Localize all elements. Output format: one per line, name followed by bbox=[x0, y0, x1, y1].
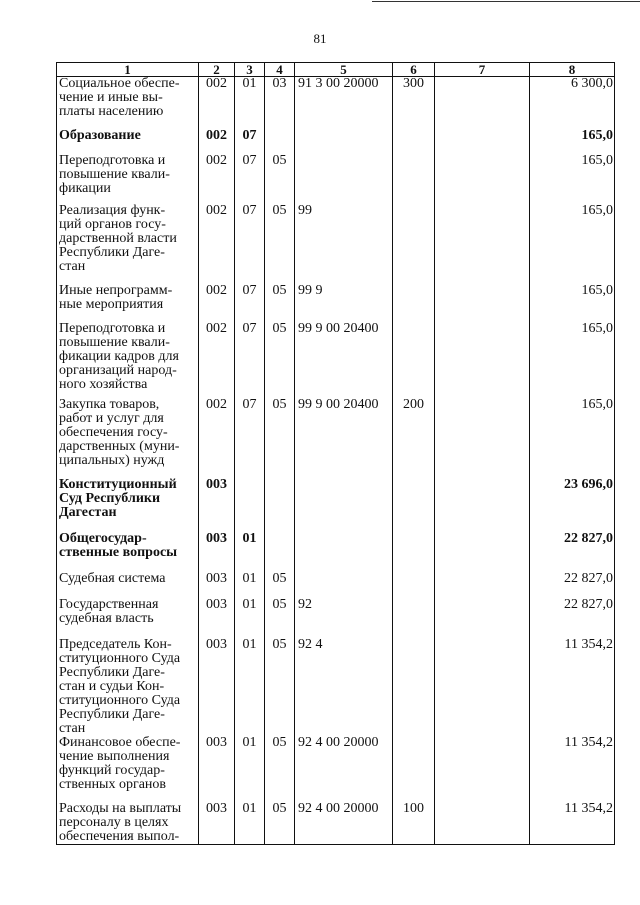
expense-type-cell bbox=[393, 129, 435, 154]
item-code-cell bbox=[265, 129, 295, 154]
row-name-cell bbox=[57, 129, 199, 154]
subsection-code-cell bbox=[235, 478, 265, 532]
target-article-cell bbox=[295, 572, 393, 598]
expense-type-cell: 200 bbox=[393, 398, 435, 478]
item-code-cell: 05 bbox=[265, 284, 295, 322]
target-article-cell: 99 bbox=[295, 204, 393, 284]
amount-cell: 165,0 bbox=[530, 204, 615, 284]
header-col-7: 7 bbox=[435, 63, 530, 77]
row-name-line: ственные вопросы bbox=[59, 544, 178, 560]
header-col-4: 4 bbox=[265, 63, 295, 77]
table-row bbox=[57, 398, 615, 478]
table-row bbox=[57, 129, 615, 154]
section-code-cell: 003 bbox=[199, 598, 235, 638]
item-code-cell: 05 bbox=[265, 598, 295, 638]
row-name-cell bbox=[57, 204, 199, 284]
item-code-cell: 05 bbox=[265, 802, 295, 845]
amount-cell: 165,0 bbox=[530, 129, 615, 154]
page-number: 81 bbox=[313, 31, 327, 46]
section-code-cell: 003 bbox=[199, 572, 235, 598]
table-row bbox=[57, 204, 615, 284]
target-article-cell: 99 9 00 20400 bbox=[295, 398, 393, 478]
header-row bbox=[57, 63, 615, 77]
row-name-cell bbox=[57, 736, 199, 802]
row-name-line: Реализация функ- bbox=[59, 202, 166, 218]
column-7-cell bbox=[435, 129, 530, 154]
table-body bbox=[57, 77, 615, 845]
subsection-code-cell: 01 bbox=[235, 638, 265, 736]
expense-type-cell bbox=[393, 284, 435, 322]
table-row bbox=[57, 736, 615, 802]
expense-type-cell bbox=[393, 204, 435, 284]
row-name-line: Финансовое обеспе- bbox=[59, 734, 181, 750]
row-name-line: организаций народ- bbox=[59, 362, 177, 378]
table-row bbox=[57, 284, 615, 322]
row-name-line: персоналу в целях bbox=[59, 814, 169, 830]
row-name-line: функций государ- bbox=[59, 762, 165, 778]
subsection-code-cell: 01 bbox=[235, 532, 265, 572]
section-code-cell: 002 bbox=[199, 398, 235, 478]
amount-cell: 165,0 bbox=[530, 398, 615, 478]
subsection-code-cell: 01 bbox=[235, 736, 265, 802]
row-name-line: фикации bbox=[59, 180, 111, 196]
section-code-cell: 002 bbox=[199, 77, 235, 129]
target-article-cell: 92 4 00 20000 bbox=[295, 736, 393, 802]
item-code-cell: 05 bbox=[265, 638, 295, 736]
amount-cell: 165,0 bbox=[530, 284, 615, 322]
row-name-line: платы населению bbox=[59, 104, 164, 119]
column-7-cell bbox=[435, 598, 530, 638]
row-name-cell bbox=[57, 478, 199, 532]
row-name-line: Образование bbox=[59, 127, 141, 143]
row-name-line: Переподготовка и bbox=[59, 152, 166, 168]
row-name-line: ные мероприятия bbox=[59, 296, 164, 312]
row-name-line: Республики Даге- bbox=[59, 706, 165, 722]
target-article-cell bbox=[295, 154, 393, 204]
item-code-cell bbox=[265, 478, 295, 532]
header-col-1: 1 bbox=[57, 63, 199, 77]
expense-type-cell bbox=[393, 154, 435, 204]
header-col-8: 8 bbox=[530, 63, 615, 77]
row-name-cell bbox=[57, 77, 199, 129]
target-article-cell bbox=[295, 532, 393, 572]
expense-type-cell bbox=[393, 598, 435, 638]
column-7-cell bbox=[435, 284, 530, 322]
amount-cell: 22 827,0 bbox=[530, 532, 615, 572]
table-row bbox=[57, 77, 615, 129]
budget-table bbox=[56, 62, 615, 845]
section-code-cell: 003 bbox=[199, 802, 235, 845]
subsection-code-cell: 07 bbox=[235, 398, 265, 478]
item-code-cell: 05 bbox=[265, 398, 295, 478]
target-article-cell: 92 bbox=[295, 598, 393, 638]
row-name-line: работ и услуг для bbox=[59, 410, 164, 426]
subsection-code-cell: 01 bbox=[235, 802, 265, 845]
expense-type-cell bbox=[393, 532, 435, 572]
row-name-cell bbox=[57, 572, 199, 598]
expense-type-cell: 300 bbox=[393, 77, 435, 129]
expense-type-cell bbox=[393, 478, 435, 532]
row-name-line: ций органов госу- bbox=[59, 216, 166, 232]
section-code-cell: 002 bbox=[199, 129, 235, 154]
amount-cell: 23 696,0 bbox=[530, 478, 615, 532]
target-article-cell bbox=[295, 129, 393, 154]
row-name-cell bbox=[57, 284, 199, 322]
row-name-line: Дагестан bbox=[59, 504, 117, 520]
table-row bbox=[57, 572, 615, 598]
expense-type-cell bbox=[393, 572, 435, 598]
row-name-line: ституционного Суда bbox=[59, 650, 181, 666]
row-name-line: Иные непрограмм- bbox=[59, 282, 173, 298]
row-name-line: ного хозяйства bbox=[59, 376, 148, 392]
row-name-line: ципальных) нужд bbox=[59, 452, 165, 468]
amount-cell: 11 354,2 bbox=[530, 802, 615, 845]
row-name-cell bbox=[57, 398, 199, 478]
row-name-line: обеспечения госу- bbox=[59, 424, 168, 440]
subsection-code-cell: 07 bbox=[235, 154, 265, 204]
table-row bbox=[57, 478, 615, 532]
row-name-line: дарственных (муни- bbox=[59, 438, 180, 454]
amount-cell: 165,0 bbox=[530, 322, 615, 398]
section-code-cell: 002 bbox=[199, 284, 235, 322]
row-name-cell bbox=[57, 638, 199, 736]
target-article-cell: 99 9 00 20400 bbox=[295, 322, 393, 398]
table-row bbox=[57, 154, 615, 204]
row-name-line: Председатель Кон- bbox=[59, 636, 172, 652]
row-name-line: Республики Даге- bbox=[59, 664, 165, 680]
row-name-cell bbox=[57, 154, 199, 204]
column-7-cell bbox=[435, 322, 530, 398]
row-name-line: стан bbox=[59, 258, 86, 274]
row-name-line: обеспечения выпол- bbox=[59, 828, 180, 844]
target-article-cell: 99 9 bbox=[295, 284, 393, 322]
row-name-cell bbox=[57, 532, 199, 572]
subsection-code-cell: 07 bbox=[235, 284, 265, 322]
section-code-cell: 002 bbox=[199, 204, 235, 284]
target-article-cell: 92 4 00 20000 bbox=[295, 802, 393, 845]
row-name-line: чение выполнения bbox=[59, 748, 170, 764]
table-row bbox=[57, 598, 615, 638]
item-code-cell: 05 bbox=[265, 154, 295, 204]
row-name-line: Суд Республики bbox=[59, 490, 161, 506]
target-article-cell: 92 4 bbox=[295, 638, 393, 736]
row-name-cell bbox=[57, 802, 199, 845]
item-code-cell: 03 bbox=[265, 77, 295, 129]
subsection-code-cell: 01 bbox=[235, 572, 265, 598]
budget-table-sheet bbox=[56, 62, 614, 845]
section-code-cell: 003 bbox=[199, 478, 235, 532]
item-code-cell: 05 bbox=[265, 204, 295, 284]
amount-cell: 165,0 bbox=[530, 154, 615, 204]
column-7-cell bbox=[435, 572, 530, 598]
subsection-code-cell: 01 bbox=[235, 77, 265, 129]
row-name-line: стан bbox=[59, 720, 86, 736]
row-name-line: повышение квали- bbox=[59, 166, 170, 182]
subsection-code-cell: 07 bbox=[235, 129, 265, 154]
column-7-cell bbox=[435, 478, 530, 532]
expense-type-cell bbox=[393, 322, 435, 398]
column-7-cell bbox=[435, 204, 530, 284]
target-article-cell: 91 3 00 20000 bbox=[295, 77, 393, 129]
header-col-5: 5 bbox=[295, 63, 393, 77]
column-7-cell bbox=[435, 638, 530, 736]
row-name-line: ституционного Суда bbox=[59, 692, 181, 708]
column-7-cell bbox=[435, 736, 530, 802]
row-name-line: повышение квали- bbox=[59, 334, 170, 350]
section-code-cell: 002 bbox=[199, 154, 235, 204]
row-name-cell bbox=[57, 598, 199, 638]
subsection-code-cell: 07 bbox=[235, 204, 265, 284]
row-name-cell bbox=[57, 322, 199, 398]
row-name-line: ственных органов bbox=[59, 776, 167, 792]
table-row bbox=[57, 532, 615, 572]
column-7-cell bbox=[435, 398, 530, 478]
row-name-line: Государственная bbox=[59, 596, 159, 612]
expense-type-cell bbox=[393, 736, 435, 802]
section-code-cell: 003 bbox=[199, 532, 235, 572]
expense-type-cell: 100 bbox=[393, 802, 435, 845]
row-name-line: фикации кадров для bbox=[59, 348, 179, 364]
amount-cell: 11 354,2 bbox=[530, 736, 615, 802]
expense-type-cell bbox=[393, 638, 435, 736]
section-code-cell: 003 bbox=[199, 736, 235, 802]
row-name-line: Судебная система bbox=[59, 570, 166, 586]
row-name-line: Социальное обеспе- bbox=[59, 76, 180, 91]
table-row bbox=[57, 802, 615, 845]
subsection-code-cell: 07 bbox=[235, 322, 265, 398]
row-name-line: Общегосудар- bbox=[59, 530, 147, 546]
subsection-code-cell: 01 bbox=[235, 598, 265, 638]
header-col-3: 3 bbox=[235, 63, 265, 77]
item-code-cell: 05 bbox=[265, 572, 295, 598]
row-name-line: стан и судьи Кон- bbox=[59, 678, 165, 694]
row-name-line: Закупка товаров, bbox=[59, 396, 160, 412]
row-name-line: чение и иные вы- bbox=[59, 90, 163, 105]
amount-cell: 11 354,2 bbox=[530, 638, 615, 736]
top-rule bbox=[372, 1, 640, 2]
row-name-line: Расходы на выплаты bbox=[59, 800, 182, 816]
item-code-cell: 05 bbox=[265, 736, 295, 802]
row-name-line: Республики Даге- bbox=[59, 244, 165, 260]
column-7-cell bbox=[435, 532, 530, 572]
section-code-cell: 003 bbox=[199, 638, 235, 736]
row-name-line: судебная власть bbox=[59, 610, 154, 626]
target-article-cell bbox=[295, 478, 393, 532]
row-name-line: дарственной власти bbox=[59, 230, 177, 246]
amount-cell: 22 827,0 bbox=[530, 572, 615, 598]
row-name-line: Конституционный bbox=[59, 476, 177, 492]
section-code-cell: 002 bbox=[199, 322, 235, 398]
item-code-cell bbox=[265, 532, 295, 572]
column-7-cell bbox=[435, 802, 530, 845]
amount-cell: 6 300,0 bbox=[530, 77, 615, 129]
amount-cell: 22 827,0 bbox=[530, 598, 615, 638]
header-col-2: 2 bbox=[199, 63, 235, 77]
header-col-6: 6 bbox=[393, 63, 435, 77]
table-row bbox=[57, 638, 615, 736]
item-code-cell: 05 bbox=[265, 322, 295, 398]
row-name-line: Переподготовка и bbox=[59, 320, 166, 336]
table-row bbox=[57, 322, 615, 398]
column-7-cell bbox=[435, 154, 530, 204]
column-7-cell bbox=[435, 77, 530, 129]
